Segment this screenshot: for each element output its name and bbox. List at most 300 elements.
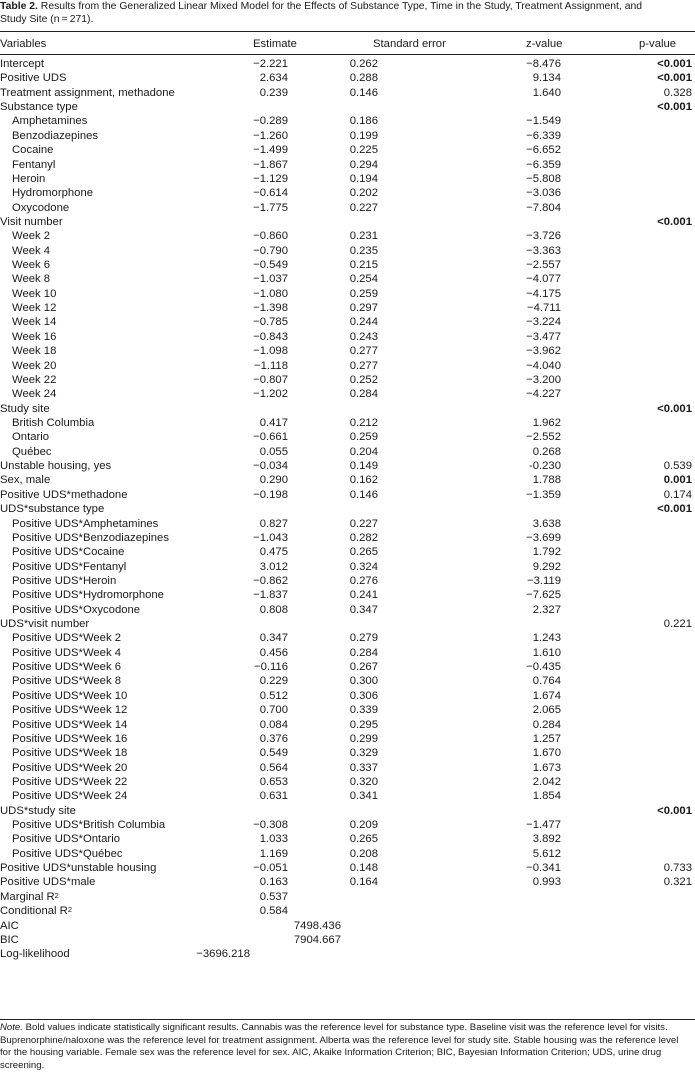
table-row (0, 100, 695, 114)
caption-line-1 (0, 0, 695, 13)
cell-z-value: 0.993 (532, 876, 561, 889)
cell-standard-error: 0.227 (349, 201, 378, 214)
cell-z-value: 1.788 (532, 474, 561, 487)
cell-variable-text: Positive UDS*Week 2 (12, 632, 122, 645)
table-row (0, 531, 695, 545)
table-row (0, 287, 695, 301)
cell-z-value: −4.077 (526, 273, 561, 286)
cell-variable (0, 502, 104, 516)
cell-p-value: <0.001 (657, 503, 692, 516)
cell-estimate: 0.564 (259, 761, 288, 774)
cell-variable (0, 947, 70, 961)
table-row (0, 545, 695, 559)
cell-variable (12, 832, 120, 846)
table-caption (0, 0, 695, 26)
cell-variable-text: Week 14 (12, 316, 57, 329)
cell-variable-text: Week 20 (12, 359, 57, 372)
cell-standard-error: 0.148 (349, 862, 378, 875)
cell-z-value: −3.363 (526, 244, 561, 257)
cell-variable (0, 71, 67, 85)
table-bottom-rule (0, 1019, 695, 1020)
cell-variable-text: Sex, male (0, 474, 51, 487)
cell-z-value: −7.625 (526, 589, 561, 602)
cell-variable-text: Fentanyl (12, 158, 56, 171)
cell-estimate: 0.347 (259, 632, 288, 645)
cell-estimate: −2.221 (253, 58, 288, 70)
table-row (0, 86, 695, 100)
cell-variable-text: Positive UDS*Week 16 (12, 732, 128, 745)
cell-estimate: −0.860 (253, 230, 288, 243)
cell-standard-error: 0.284 (349, 646, 378, 659)
cell-variable (12, 430, 49, 444)
cell-variable (12, 818, 165, 832)
cell-standard-error: 0.186 (349, 115, 378, 128)
cell-z-value: 3.638 (532, 517, 561, 530)
cell-variable (12, 445, 52, 459)
cell-estimate: 0.808 (259, 603, 288, 616)
table-row (0, 646, 695, 660)
cell-z-value: −3.477 (526, 330, 561, 343)
cell-variable (12, 172, 45, 186)
cell-standard-error: 0.276 (349, 574, 378, 587)
cell-variable (12, 258, 50, 272)
cell-standard-error: 0.265 (349, 833, 378, 846)
cell-variable-text: Marginal R (0, 890, 55, 903)
cell-variable-text: Conditional R (0, 905, 68, 918)
note-line-1 (0, 1022, 695, 1035)
cell-standard-error: 0.265 (349, 546, 378, 559)
cell-p-value: 0.733 (663, 862, 692, 875)
header-p-value: p-value (639, 38, 677, 50)
cell-variable-text: Positive UDS*Cocaine (12, 546, 125, 559)
cell-z-value: −3.962 (526, 345, 561, 358)
cell-z-value: 1.962 (532, 416, 561, 429)
cell-variable (12, 646, 121, 660)
cell-standard-error: 0.199 (349, 129, 378, 142)
cell-variable (12, 272, 50, 286)
table-row (0, 373, 695, 387)
cell-p-value: <0.001 (657, 101, 692, 114)
cell-variable (0, 215, 63, 229)
cell-standard-error: 0.306 (349, 689, 378, 702)
cell-z-value: −4.175 (526, 287, 561, 300)
table-row (0, 631, 695, 645)
cell-variable (12, 315, 56, 329)
cell-standard-error: 0.284 (349, 388, 378, 401)
cell-variable (12, 517, 158, 531)
table-row (0, 430, 695, 444)
cell-z-value: −3.200 (526, 373, 561, 386)
table-row (0, 315, 695, 329)
cell-variable (12, 229, 50, 243)
cell-variable-text: UDS*visit number (0, 618, 90, 631)
cell-variable (12, 732, 127, 746)
cell-variable (12, 387, 56, 401)
table-row (0, 588, 695, 602)
table-row (0, 818, 695, 832)
cell-variable (12, 158, 55, 172)
cell-z-value: -0.230 (528, 460, 561, 473)
table-row (0, 847, 695, 861)
cell-estimate: −0.198 (253, 488, 288, 501)
cell-variable (0, 904, 72, 918)
table-row (0, 775, 695, 789)
cell-variable-text: BIC (0, 933, 19, 946)
cell-variable (12, 703, 127, 717)
cell-z-value: −4.227 (526, 388, 561, 401)
cell-estimate: −0.807 (253, 373, 288, 386)
cell-variable-text: Positive UDS*methadone (0, 488, 128, 501)
cell-estimate: 0.549 (259, 747, 288, 760)
cell-variable-text: Substance type (0, 101, 78, 114)
cell-variable (0, 617, 89, 631)
cell-z-value: −6.339 (526, 129, 561, 142)
cell-variable (12, 531, 169, 545)
cell-standard-error: 0.225 (349, 144, 378, 157)
cell-standard-error: 0.294 (349, 158, 378, 171)
cell-z-value: 0.764 (532, 675, 561, 688)
table-row (0, 933, 695, 947)
cell-variable (12, 129, 98, 143)
cell-estimate: 0.163 (259, 876, 288, 889)
cell-variable-text: Hydromorphone (12, 187, 94, 200)
cell-variable-text: Positive UDS*Hydromorphone (12, 589, 164, 602)
cell-estimate: 0.475 (259, 546, 288, 559)
cell-z-value: 5.612 (532, 847, 561, 860)
cell-standard-error: 0.235 (349, 244, 378, 257)
cell-variable-superscript: 2 (67, 905, 72, 915)
table-row (0, 158, 695, 172)
cell-estimate: 0.456 (259, 646, 288, 659)
table-row (0, 560, 695, 574)
cell-z-value: 0.284 (532, 718, 561, 731)
cell-z-value: −3.119 (526, 574, 561, 587)
cell-z-value: −2.552 (526, 431, 561, 444)
cell-standard-error: 0.262 (349, 58, 378, 70)
cell-estimate: −0.862 (253, 574, 288, 587)
cell-standard-error: 0.299 (349, 732, 378, 745)
cell-p-value: 0.328 (663, 86, 692, 99)
cell-standard-error: 0.164 (349, 876, 378, 889)
table-row (0, 875, 695, 889)
cell-standard-error: 0.212 (349, 416, 378, 429)
cell-p-value: 0.174 (663, 488, 692, 501)
table-row (0, 473, 695, 487)
cell-variable-text: Week 16 (12, 330, 57, 343)
cell-estimate: 0.537 (259, 890, 288, 903)
table-row (0, 718, 695, 732)
cell-estimate: −0.661 (253, 431, 288, 444)
cell-z-value: 1.673 (532, 761, 561, 774)
cell-p-value: 0.321 (663, 876, 692, 889)
table-row (0, 890, 695, 904)
cell-variable-text: Week 12 (12, 302, 57, 315)
cell-estimate: −1.129 (253, 172, 288, 185)
note-label: Note. (0, 1022, 23, 1033)
cell-variable (12, 201, 69, 215)
cell-variable-text: UDS*study site (0, 804, 76, 817)
table-row (0, 674, 695, 688)
table-row (0, 215, 695, 229)
cell-standard-error: 7498.436 (293, 919, 341, 932)
cell-variable (12, 244, 50, 258)
table-row (0, 804, 695, 818)
table-row (0, 114, 695, 128)
cell-variable (12, 847, 123, 861)
cell-estimate: −0.549 (253, 259, 288, 272)
cell-standard-error: 0.300 (349, 675, 378, 688)
cell-estimate: 0.084 (259, 718, 288, 731)
table-row (0, 387, 695, 401)
cell-variable (12, 674, 121, 688)
cell-estimate: 0.290 (259, 474, 288, 487)
cell-standard-error: 0.208 (349, 847, 378, 860)
cell-variable-text: Amphetamines (12, 115, 88, 128)
cell-standard-error: 0.215 (349, 259, 378, 272)
cell-variable-text: Positive UDS*unstable housing (0, 862, 157, 875)
cell-estimate: 0.827 (259, 517, 288, 530)
cell-variable-text: Positive UDS*Québec (12, 847, 123, 860)
cell-estimate: 0.239 (259, 86, 288, 99)
cell-estimate: −0.790 (253, 244, 288, 257)
cell-standard-error: 0.204 (349, 445, 378, 458)
cell-variable (12, 359, 56, 373)
cell-standard-error: 0.209 (349, 819, 378, 832)
cell-variable-text: Positive UDS*Week 8 (12, 675, 122, 688)
cell-z-value: 9.134 (532, 72, 561, 85)
cell-z-value: 1.674 (532, 689, 561, 702)
cell-variable-text: Positive UDS*Week 14 (12, 718, 128, 731)
cell-variable-text: Week 6 (12, 259, 51, 272)
table-row (0, 488, 695, 502)
table-row (0, 861, 695, 875)
cell-p-value: <0.001 (657, 72, 692, 85)
cell-estimate: 1.169 (259, 847, 288, 860)
cell-estimate: 1.033 (259, 833, 288, 846)
cell-variable-text: Ontario (12, 431, 50, 444)
cell-estimate: −1.499 (253, 144, 288, 157)
cell-standard-error: 0.329 (349, 747, 378, 760)
cell-standard-error: 0.194 (349, 172, 378, 185)
cell-z-value: −6.652 (526, 144, 561, 157)
cell-estimate: −1.080 (253, 287, 288, 300)
cell-variable-text: Positive UDS*Amphetamines (12, 517, 159, 530)
table-header-rule (0, 54, 695, 55)
cell-variable-text: British Columbia (12, 416, 95, 429)
cell-z-value: −0.341 (526, 862, 561, 875)
table-row (0, 789, 695, 803)
cell-standard-error: 0.320 (349, 775, 378, 788)
cell-variable-text: Positive UDS*Fentanyl (12, 560, 127, 573)
cell-variable (12, 545, 124, 559)
cell-estimate: −0.116 (253, 661, 288, 674)
cell-z-value: −2.557 (526, 259, 561, 272)
cell-estimate: −0.034 (253, 460, 288, 473)
cell-variable (12, 718, 127, 732)
cell-variable (12, 330, 56, 344)
table-header (0, 34, 695, 54)
cell-variable-text: Positive UDS*Week 22 (12, 775, 128, 788)
cell-estimate: 0.376 (259, 732, 288, 745)
cell-z-value: −3.699 (526, 531, 561, 544)
cell-standard-error: 0.324 (349, 560, 378, 573)
cell-p-value: <0.001 (657, 58, 692, 70)
cell-variable (0, 459, 111, 473)
cell-estimate: −1.098 (253, 345, 288, 358)
cell-variable-text: Positive UDS*Ontario (12, 833, 120, 846)
table-row (0, 330, 695, 344)
caption-label: Table 2. (0, 1, 38, 12)
cell-estimate: 0.229 (259, 675, 288, 688)
cell-z-value: −0.435 (526, 661, 561, 674)
table-row (0, 129, 695, 143)
cell-variable-text: Week 24 (12, 388, 57, 401)
table-row (0, 272, 695, 286)
cell-variable-text: Positive UDS*Oxycodone (12, 603, 141, 616)
cell-variable-text: Positive UDS*Heroin (12, 574, 117, 587)
table-row (0, 186, 695, 200)
cell-variable-text: Positive UDS*Week 24 (12, 790, 128, 803)
cell-estimate: −1.867 (253, 158, 288, 171)
cell-standard-error: 0.259 (349, 431, 378, 444)
cell-variable (12, 761, 127, 775)
header-z-value: z-value (526, 38, 563, 50)
table-row (0, 258, 695, 272)
cell-variable-text: Benzodiazepines (12, 129, 99, 142)
cell-z-value: 1.243 (532, 632, 561, 645)
table-row (0, 445, 695, 459)
cell-standard-error: 0.295 (349, 718, 378, 731)
cell-standard-error: 0.227 (349, 517, 378, 530)
cell-variable (12, 416, 94, 430)
cell-p-value: <0.001 (657, 804, 692, 817)
cell-variable-text: Log-likelihood (0, 948, 70, 961)
cell-estimate: −1.043 (253, 531, 288, 544)
cell-z-value: −7.804 (526, 201, 561, 214)
cell-standard-error: 0.347 (349, 603, 378, 616)
cell-variable-text: Week 18 (12, 345, 57, 358)
cell-standard-error: 0.282 (349, 531, 378, 544)
cell-variable-text: Positive UDS*Week 10 (12, 689, 128, 702)
table-row (0, 574, 695, 588)
cell-estimate: −1.260 (253, 129, 288, 142)
cell-z-value: 2.065 (532, 704, 561, 717)
header-variables: Variables (0, 38, 47, 50)
cell-variable (12, 373, 56, 387)
cell-variable (12, 689, 127, 703)
table-row (0, 459, 695, 473)
cell-estimate: −0.289 (253, 115, 288, 128)
table-body (0, 57, 695, 962)
cell-variable-text: Positive UDS*Week 12 (12, 704, 128, 717)
cell-p-value: <0.001 (657, 402, 692, 415)
cell-standard-error: 0.202 (349, 187, 378, 200)
table-row (0, 517, 695, 531)
cell-variable-text: Positive UDS*Week 6 (12, 661, 122, 674)
cell-standard-error: 7904.667 (293, 933, 341, 946)
cell-z-value: 9.292 (532, 560, 561, 573)
cell-estimate: −1.398 (253, 302, 288, 315)
cell-variable-text: Unstable housing, yes (0, 460, 112, 473)
cell-standard-error: 0.297 (349, 302, 378, 315)
cell-z-value: −4.040 (526, 359, 561, 372)
cell-variable-text: Heroin (12, 172, 46, 185)
cell-variable-text: Cocaine (12, 144, 54, 157)
cell-variable (0, 919, 19, 933)
table-row (0, 660, 695, 674)
cell-variable-text: Week 10 (12, 287, 57, 300)
cell-variable-text: Week 4 (12, 244, 51, 257)
cell-z-value: −3.036 (526, 187, 561, 200)
cell-z-value: −3.726 (526, 230, 561, 243)
note-line-4: screening. (0, 1059, 45, 1071)
cell-z-value: −1.477 (526, 819, 561, 832)
cell-variable (12, 114, 87, 128)
cell-z-value: −6.359 (526, 158, 561, 171)
table-row (0, 502, 695, 516)
cell-z-value: 1.640 (532, 86, 561, 99)
cell-estimate: 2.634 (259, 72, 288, 85)
note-line-3: for the housing variable. Female sex was the reference level for sex. AIC, Akaike Information Criterion; BIC, Bayesian Information Criterion; UDS, urine drug (0, 1047, 662, 1059)
cell-p-value: 0.539 (663, 460, 692, 473)
table-note (0, 1022, 695, 1072)
table-row (0, 732, 695, 746)
note-line-2: Buprenorphine/naloxone was the reference level for treatment assignment. Alberta was the reference level for study site. Stable housing was the reference level (0, 1034, 679, 1046)
cell-variable-text: Positive UDS*Week 18 (12, 747, 128, 760)
cell-estimate: −1.118 (253, 359, 288, 372)
cell-variable-text: Week 8 (12, 273, 51, 286)
cell-variable (12, 143, 53, 157)
cell-standard-error: 0.339 (349, 704, 378, 717)
cell-variable (0, 473, 50, 487)
cell-variable-text: Oxycodone (12, 201, 70, 214)
cell-estimate: 0.055 (259, 445, 288, 458)
cell-standard-error: 0.259 (349, 287, 378, 300)
cell-variable (12, 775, 127, 789)
cell-variable (0, 100, 78, 114)
cell-estimate: 0.584 (259, 905, 288, 918)
table-row (0, 57, 695, 71)
cell-standard-error: 0.149 (349, 460, 378, 473)
cell-estimate: −1.775 (253, 201, 288, 214)
cell-variable (12, 560, 126, 574)
cell-variable-text: Positive UDS*Week 4 (12, 646, 122, 659)
cell-estimate: −0.614 (253, 187, 288, 200)
cell-variable (0, 402, 50, 416)
cell-variable-text: Week 22 (12, 373, 57, 386)
cell-variable-text: Intercept (0, 58, 44, 70)
cell-variable (12, 186, 93, 200)
table-row (0, 402, 695, 416)
caption-line-2: Study Site (n = 271). (0, 14, 94, 26)
table-row (0, 703, 695, 717)
cell-z-value: 2.042 (532, 775, 561, 788)
cell-standard-error: 0.252 (349, 373, 378, 386)
cell-variable (0, 861, 156, 875)
cell-standard-error: 0.231 (349, 230, 378, 243)
cell-variable (12, 574, 116, 588)
cell-variable (0, 875, 95, 889)
cell-variable (12, 746, 127, 760)
table-row (0, 689, 695, 703)
table-top-rule (0, 31, 695, 32)
cell-variable-text: Québec (12, 445, 52, 458)
cell-estimate: −0.308 (253, 819, 288, 832)
table-row (0, 761, 695, 775)
table-row (0, 359, 695, 373)
table-row (0, 143, 695, 157)
cell-standard-error: 0.337 (349, 761, 378, 774)
